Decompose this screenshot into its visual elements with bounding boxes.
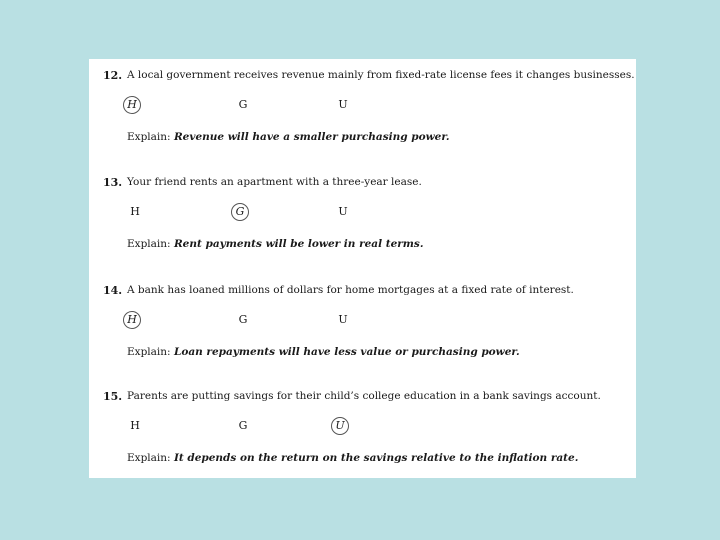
question-text: A bank has loaned millions of dollars for home mortgages at a fixed rate of interest.	[127, 284, 574, 296]
question-number: 14.	[103, 284, 123, 297]
choice-h: H	[130, 419, 140, 432]
question-text: Your friend rents an apartment with a three-year lease.	[127, 176, 422, 188]
choice-h-circled: H	[123, 96, 141, 114]
explain-label: Explain:	[127, 452, 171, 464]
explain-label: Explain:	[127, 238, 171, 250]
question-text: A local government receives revenue mainly from fixed-rate license fees it changes businesses.	[127, 69, 635, 81]
question-number: 12.	[103, 69, 123, 82]
worksheet-page	[89, 59, 636, 478]
explain-line	[127, 131, 450, 143]
explain-answer: Rent payments will be lower in real terms.	[173, 238, 424, 250]
choice-u: U	[338, 98, 348, 111]
explain-line	[127, 346, 520, 358]
explain-answer: It depends on the return on the savings relative to the inflation rate.	[173, 452, 579, 464]
choice-h-circled: H	[123, 311, 141, 329]
explain-label: Explain:	[127, 131, 171, 143]
question-number: 15.	[103, 390, 123, 403]
question-text: Parents are putting savings for their child’s college education in a bank savings account.	[127, 390, 601, 402]
choice-u: U	[338, 205, 348, 218]
choice-g: G	[238, 313, 248, 326]
explain-answer: Revenue will have a smaller purchasing power.	[173, 131, 450, 143]
question-number: 13.	[103, 176, 123, 189]
choice-h: H	[130, 205, 140, 218]
explain-line	[127, 238, 424, 250]
explain-label: Explain:	[127, 346, 171, 358]
choice-g: G	[238, 419, 248, 432]
choice-g-circled: G	[231, 203, 249, 221]
choice-u: U	[338, 313, 348, 326]
choice-g: G	[238, 98, 248, 111]
explain-line	[127, 452, 578, 464]
choice-u-circled: U	[331, 417, 349, 435]
explain-answer: Loan repayments will have less value or purchasing power.	[173, 346, 520, 358]
